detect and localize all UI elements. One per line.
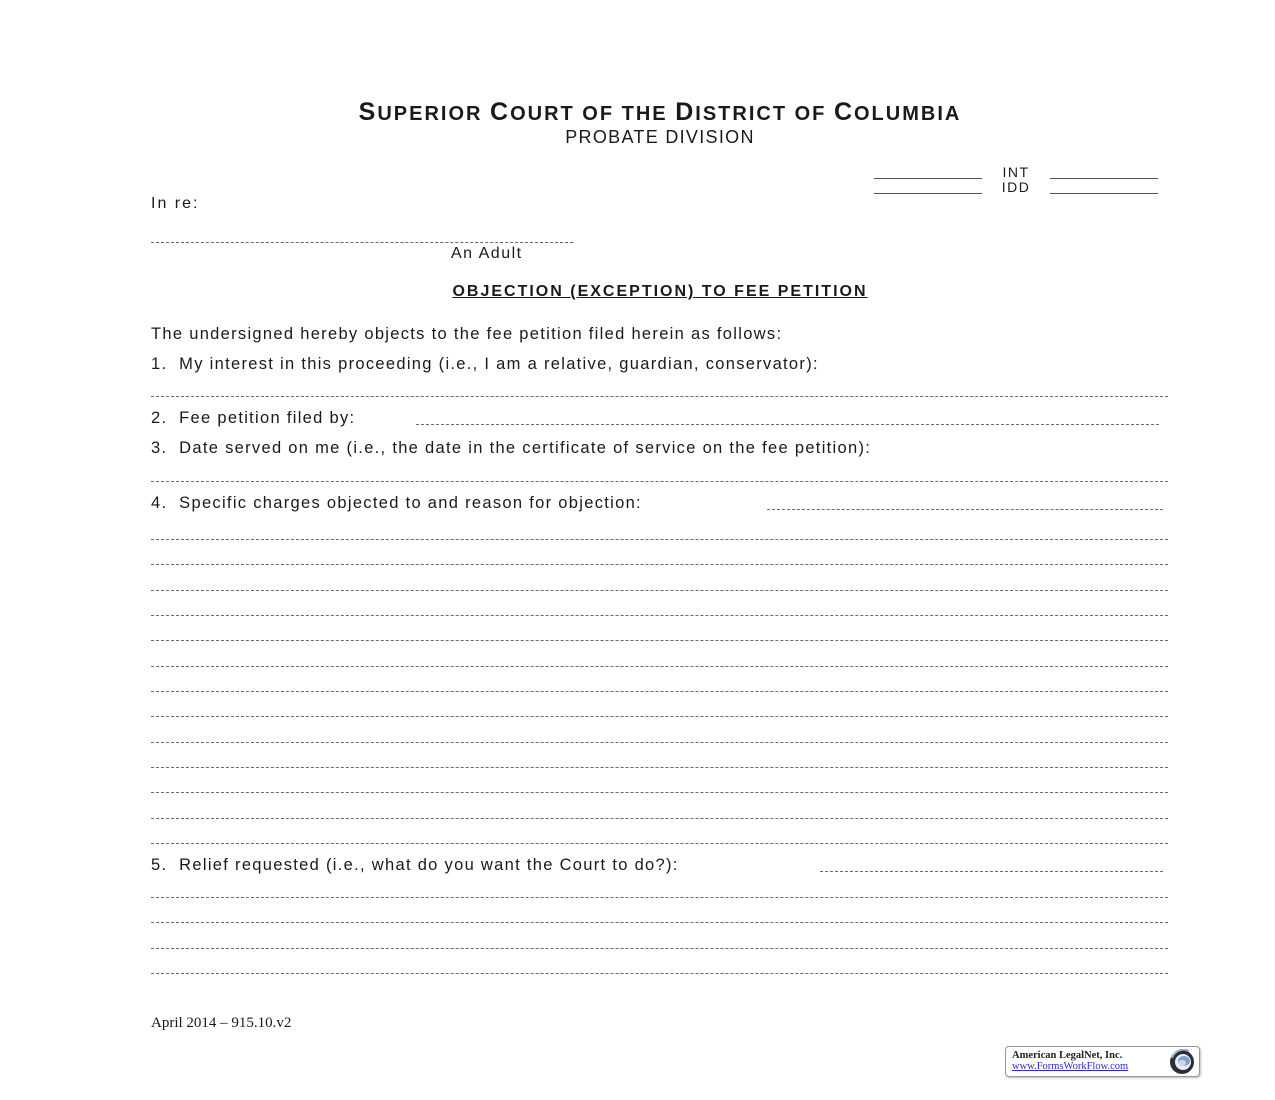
- vendor-badge[interactable]: [1005, 1046, 1200, 1077]
- vendor-link[interactable]: www.FormsWorkFlow.com: [1012, 1061, 1129, 1072]
- item-1-label: My interest in this proceeding (i.e., I am a relative, guardian, conservator):: [179, 355, 819, 373]
- item-2-label: Fee petition filed by:: [179, 409, 356, 427]
- item-4-answer-line[interactable]: [151, 716, 1168, 717]
- court-title-cap-1: S: [358, 98, 378, 126]
- item-4-label: Specific charges objected to and reason for objection:: [179, 494, 642, 512]
- item-4-answer-line[interactable]: [151, 767, 1168, 768]
- form-title: OBJECTION (EXCEPTION) TO FEE PETITION: [452, 283, 868, 300]
- item-4-number: 4.: [151, 494, 168, 512]
- item-2: [151, 409, 355, 428]
- item-5-inline-field[interactable]: [820, 871, 1163, 872]
- item-3-label: Date served on me (i.e., the date in the certificate of service on the fee petition):: [179, 439, 872, 457]
- idd-label: IDD: [1001, 179, 1031, 195]
- court-title-rest-2: OURT OF THE: [510, 103, 676, 125]
- item-1: [151, 355, 819, 374]
- item-4-answer-line[interactable]: [151, 742, 1168, 743]
- case-row-int: [874, 164, 1159, 179]
- item-2-number: 2.: [151, 409, 168, 427]
- globe-logo-icon: [1169, 1049, 1195, 1075]
- intro-text: The undersigned hereby objects to the fee petition filed herein as follows:: [151, 325, 783, 343]
- item-5-answer-line[interactable]: [151, 948, 1168, 949]
- item-4-answer-line[interactable]: [151, 691, 1168, 692]
- int-label: INT: [1002, 164, 1030, 180]
- item-4-answer-line[interactable]: [151, 818, 1168, 819]
- item-4-answer-line[interactable]: [151, 843, 1168, 844]
- item-4-answer-line[interactable]: [151, 792, 1168, 793]
- item-4-answer-line[interactable]: [151, 590, 1168, 591]
- item-4: [151, 494, 642, 513]
- item-2-answer-field[interactable]: [416, 424, 1159, 425]
- party-type-label: An Adult: [451, 245, 523, 262]
- item-4-answer-line[interactable]: [151, 615, 1168, 616]
- int-right-field[interactable]: [1050, 167, 1158, 179]
- item-5-answer-line[interactable]: [151, 973, 1168, 974]
- item-5-answer-line[interactable]: [151, 897, 1168, 898]
- item-4-answer-line[interactable]: [151, 564, 1168, 565]
- item-3: [151, 439, 871, 458]
- item-1-number: 1.: [151, 355, 168, 373]
- item-5-number: 5.: [151, 856, 168, 874]
- item-3-number: 3.: [151, 439, 168, 457]
- case-row-idd: [874, 179, 1159, 194]
- item-5-answer-line[interactable]: [151, 922, 1168, 923]
- court-title-rest-1: UPERIOR: [377, 103, 491, 125]
- item-5-label: Relief requested (i.e., what do you want the Court to do?):: [179, 856, 679, 874]
- court-title-cap-2: C: [490, 98, 511, 126]
- court-title-rest-3: ISTRICT OF: [695, 103, 834, 125]
- item-1-answer-line[interactable]: [151, 396, 1168, 397]
- item-4-inline-field[interactable]: [767, 509, 1163, 510]
- court-title-cap-4: C: [833, 98, 854, 126]
- item-4-answer-line[interactable]: [151, 640, 1168, 641]
- in-re-label: In re:: [151, 195, 200, 212]
- item-3-answer-line[interactable]: [151, 481, 1168, 482]
- vendor-name: American LegalNet, Inc.: [1012, 1050, 1123, 1061]
- division-name: PROBATE DIVISION: [565, 127, 755, 147]
- item-4-answer-line[interactable]: [151, 666, 1168, 667]
- court-title-cap-3: D: [675, 98, 696, 126]
- party-name-field[interactable]: [151, 242, 573, 243]
- idd-left-field[interactable]: [874, 182, 982, 194]
- court-title: [0, 98, 1275, 127]
- item-4-answer-line[interactable]: [151, 539, 1168, 540]
- int-left-field[interactable]: [874, 167, 982, 179]
- court-title-rest-4: OLUMBIA: [854, 103, 962, 125]
- idd-right-field[interactable]: [1050, 182, 1158, 194]
- form-revision: April 2014 – 915.10.v2: [151, 1015, 292, 1031]
- case-number-box: [874, 164, 1159, 194]
- item-5: [151, 856, 679, 875]
